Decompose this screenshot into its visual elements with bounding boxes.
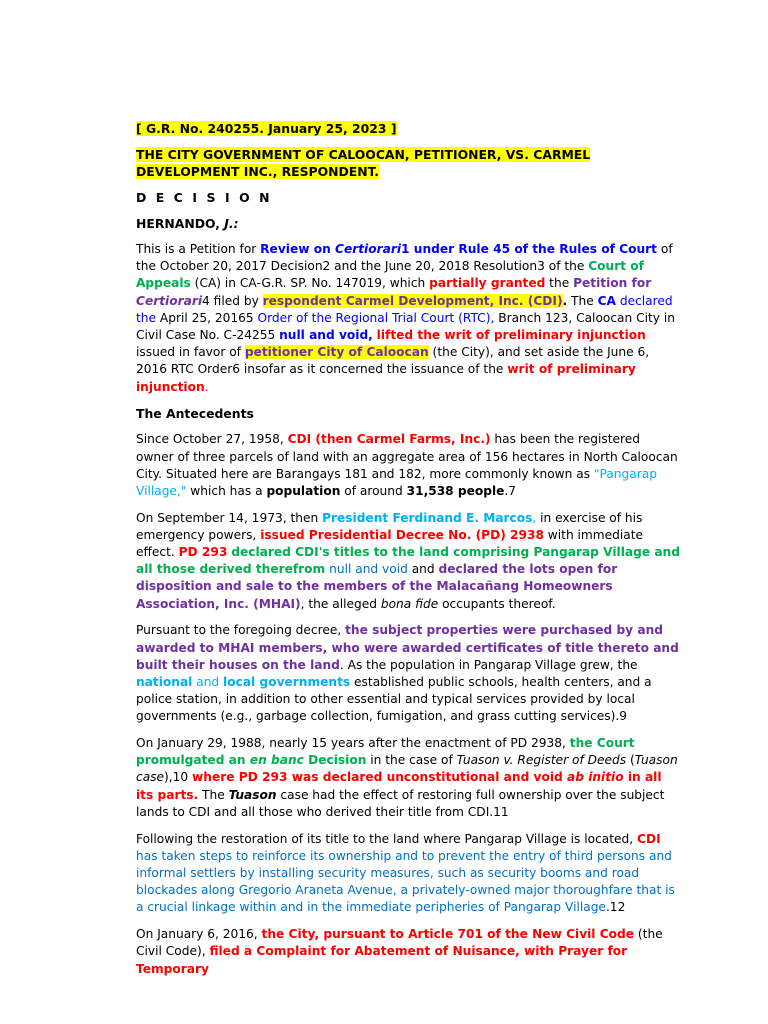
text-run: April 25, 20165 xyxy=(156,310,258,325)
text-run: the subject properties were purchased by and awarded to MHAI members, who were awarded certificates of title thereto and built their houses on the land xyxy=(136,623,679,672)
text-run: . As the population in Pangarap Village grew, the xyxy=(339,657,638,672)
text-run: Pursuant to the foregoing decree, xyxy=(136,623,346,638)
text-run: On January 29, 1988, nearly 15 years after the enactment of PD 2938, xyxy=(136,736,570,751)
document-page xyxy=(136,120,681,987)
text-run: Following the restoration of its title to the land where Pangarap Village is located, xyxy=(136,831,638,846)
text-run: which has a xyxy=(186,483,267,498)
text-run: . xyxy=(562,293,568,308)
text-run: Court of Appeals xyxy=(136,259,644,291)
text-run: (the Civil Code), xyxy=(136,927,663,959)
text-run: in exercise of his emergency powers, xyxy=(136,510,643,542)
text-run: in all its parts. xyxy=(136,770,662,802)
text-run: Branch 123, Caloocan City in Civil Case No. C-24255 xyxy=(136,310,675,343)
text-run: the xyxy=(545,276,574,291)
text-run: Since October 27, 1958, xyxy=(136,432,288,447)
text-run: the Court promulgated an xyxy=(136,736,635,768)
text-run: bona fide xyxy=(380,596,439,611)
text-run: (CA) in CA-G.R. SP. No. 147019, which xyxy=(190,276,430,291)
text-run: in the case of xyxy=(366,753,457,768)
ponente-heading xyxy=(136,215,681,232)
text-run: President Ferdinand E. Marcos xyxy=(322,510,533,525)
text-run: local governments xyxy=(223,674,351,689)
text-run: respondent Carmel Development, Inc. (CDI) xyxy=(262,293,563,308)
text-run: D E C I S I O N xyxy=(136,190,273,205)
text-run: established public schools, health centers, and a police station, in addition to other essential and typical services provided by local governments (e.g., garbage collection, fumigation, and grass cutting services).9 xyxy=(136,674,652,724)
text-run: where PD 293 was declared unconstitutional and void xyxy=(192,770,567,785)
text-run: The xyxy=(198,787,229,802)
text-run: declared the lots open for disposition and sale to the members of the Malacañang Homeowners Association, Inc. (MHAI) xyxy=(136,562,618,611)
text-run: CA xyxy=(597,293,616,308)
text-run: partially granted xyxy=(429,276,546,291)
paragraph-cdi-security xyxy=(136,831,681,917)
text-run: occupants thereof. xyxy=(438,596,556,611)
text-run: (the City), and set aside the June 6, 2016 RTC Order6 insofar as it concerned the issuance of the xyxy=(136,345,650,377)
text-run: with immediate effect. xyxy=(136,527,644,560)
text-run: On January 6, 2016, xyxy=(136,927,262,942)
text-run: PD 293 xyxy=(178,545,228,560)
text-run: null and void, xyxy=(279,328,373,343)
text-run: Tuason case xyxy=(136,753,678,785)
paragraph-complaint xyxy=(136,926,681,978)
text-run: J.: xyxy=(224,216,239,231)
text-run: This is a Petition for xyxy=(136,242,261,256)
text-run: Certiorari xyxy=(136,293,203,308)
text-run: and xyxy=(407,562,439,577)
text-run: Tuason v. Register of Deeds xyxy=(456,753,627,768)
text-run: .12 xyxy=(605,900,626,915)
text-run: declared the xyxy=(136,293,673,325)
text-run: population xyxy=(266,483,341,498)
paragraph-pd-2938 xyxy=(136,510,681,613)
text-run: case had the effect of restoring full ownership over the subject lands to CDI and all those who derived their title from CDI.11 xyxy=(136,787,665,819)
antecedents-heading xyxy=(136,405,681,422)
text-run: has taken steps to reinforce its ownership and to prevent the entry of third persons and informal settlers by installing security measures, such as security booms and road blockades along Gregorio Araneta Avenue, a privately-owned major thoroughfare that is a crucial linkage within and in the immediate peripheries of Pangarap Village xyxy=(136,848,675,915)
text-run: issued Presidential Decree No. (PD) 2938 xyxy=(260,527,544,542)
text-run: .7 xyxy=(504,483,517,498)
text-run: "Pangarap Village," xyxy=(136,466,657,498)
case-title-heading xyxy=(136,146,681,180)
text-run: The Antecedents xyxy=(136,406,254,422)
text-run: petitioner City of Caloocan xyxy=(244,345,429,360)
text-run: CDI (then Carmel Farms, Inc.) xyxy=(287,432,491,447)
text-run: ),10 xyxy=(164,770,193,785)
text-run: issued in favor of xyxy=(136,345,245,360)
text-run: THE CITY GOVERNMENT OF CALOOCAN, PETITIONER, VS. CARMEL DEVELOPMENT INC., RESPONDENT. xyxy=(136,147,591,179)
text-run: . xyxy=(204,379,209,394)
text-run: Petition for xyxy=(573,276,652,291)
text-run: Decision xyxy=(303,753,367,768)
text-run: Order of the Regional Trial Court (RTC), xyxy=(257,310,495,325)
text-run: has been the registered owner of three parcels of land with an aggregate area of 156 hectares in North Caloocan City. Situated here are Barangays 181 and 182, more commonly known as xyxy=(136,432,678,481)
text-run: , the alleged xyxy=(300,596,381,611)
text-run: of the October 20, 2017 Decision2 and the June 20, 2018 Resolution3 of the xyxy=(136,242,673,274)
text-run: HERNANDO, xyxy=(136,216,225,231)
text-run: en banc xyxy=(249,753,304,768)
text-run: Review on xyxy=(260,242,336,256)
paragraph-land-ownership xyxy=(136,431,681,500)
text-run: The xyxy=(567,293,598,308)
text-run: lifted the writ of preliminary injunction xyxy=(376,328,646,343)
text-run: Certiorari xyxy=(335,242,402,256)
text-run: , xyxy=(532,510,537,525)
text-run: and xyxy=(192,674,224,689)
text-run: ab initio xyxy=(567,770,624,785)
paragraph-mhai-awards xyxy=(136,622,681,725)
text-run: writ of preliminary injunction xyxy=(136,362,636,394)
text-run: [ G.R. No. 240255. January 25, 2023 ] xyxy=(136,121,397,136)
text-run: declared CDI's titles to the land comprising Pangarap Village and all those derived therefrom xyxy=(136,545,680,577)
text-run: On September 14, 1973, then xyxy=(136,510,323,525)
text-run: Tuason xyxy=(228,787,277,802)
text-run: null and void xyxy=(329,562,408,577)
text-run: 1 under Rule 45 of the Rules of Court xyxy=(401,242,657,256)
intro-paragraph xyxy=(136,241,681,396)
case-number-heading xyxy=(136,120,681,137)
text-run: 4 filed by xyxy=(202,293,263,308)
text-run: CDI xyxy=(637,831,661,846)
text-run: national xyxy=(136,674,193,689)
decision-heading xyxy=(136,189,681,206)
text-run: the City, pursuant to Article 701 of the New Civil Code xyxy=(261,927,635,942)
text-run: filed a Complaint for Abatement of Nuisance, with Prayer for Temporary xyxy=(136,944,628,976)
text-run: ( xyxy=(626,753,635,768)
text-run: 31,538 people xyxy=(406,483,505,498)
text-run: of around xyxy=(340,483,407,498)
paragraph-tuason-case xyxy=(136,735,681,821)
